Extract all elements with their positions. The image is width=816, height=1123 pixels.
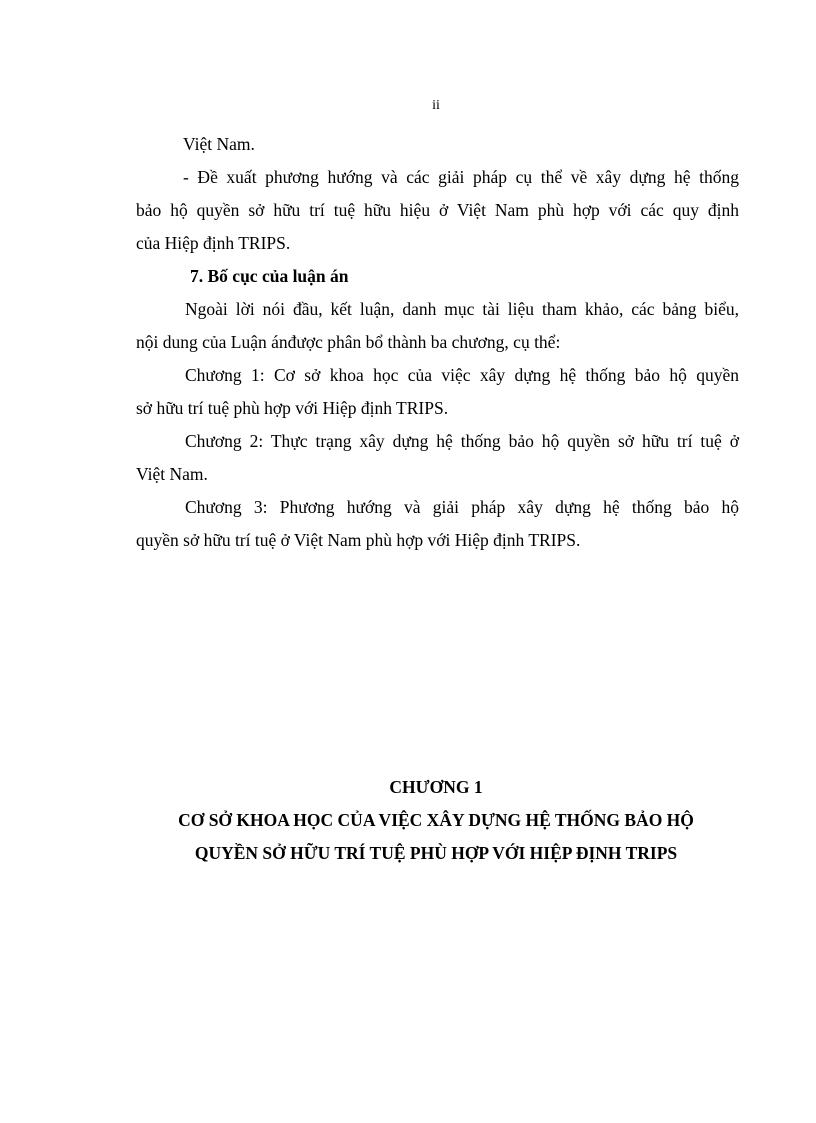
paragraph-line: bảo hộ quyền sở hữu trí tuệ hữu hiệu ở Việt Nam phù hợp với các quy định [136, 200, 739, 220]
paragraph-line: Việt Nam. [136, 464, 208, 484]
chapter-title-line-1: CƠ SỞ KHOA HỌC CỦA VIỆC XÂY DỰNG HỆ THỐNG BẢO HỘ [178, 810, 694, 830]
paragraph-line: Việt Nam. [183, 134, 255, 154]
chapter-label: CHƯƠNG 1 [389, 777, 483, 797]
paragraph-line: quyền sở hữu trí tuệ ở Việt Nam phù hợp với Hiệp định TRIPS. [136, 530, 581, 550]
paragraph-line: Chương 3: Phương hướng và giải pháp xây dựng hệ thống bảo hộ [185, 497, 739, 517]
section-heading: 7. Bố cục của luận án [190, 266, 349, 286]
paragraph-line: sở hữu trí tuệ phù hợp với Hiệp định TRIPS. [136, 398, 449, 418]
document-body [136, 130, 739, 559]
paragraph-line: Ngoài lời nói đầu, kết luận, danh mục tài liệu tham khảo, các bảng biểu, [185, 299, 739, 319]
paragraph-line: Chương 1: Cơ sở khoa học của việc xây dựng hệ thống bảo hộ quyền [185, 365, 739, 385]
paragraph-line: - Đề xuất phương hướng và các giải pháp cụ thể về xây dựng hệ thống [183, 167, 739, 187]
paragraph-line: Chương 2: Thực trạng xây dựng hệ thống bảo hộ quyền sở hữu trí tuệ ở [185, 431, 739, 451]
paragraph-line: của Hiệp định TRIPS. [136, 233, 291, 253]
page-number: ii [432, 98, 440, 113]
chapter-heading [0, 773, 816, 872]
chapter-title-line-2: QUYỀN SỞ HỮU TRÍ TUỆ PHÙ HỢP VỚI HIỆP ĐỊNH TRIPS [194, 843, 678, 863]
paragraph-line: nội dung của Luận ánđược phân bổ thành ba chương, cụ thể: [136, 332, 561, 352]
